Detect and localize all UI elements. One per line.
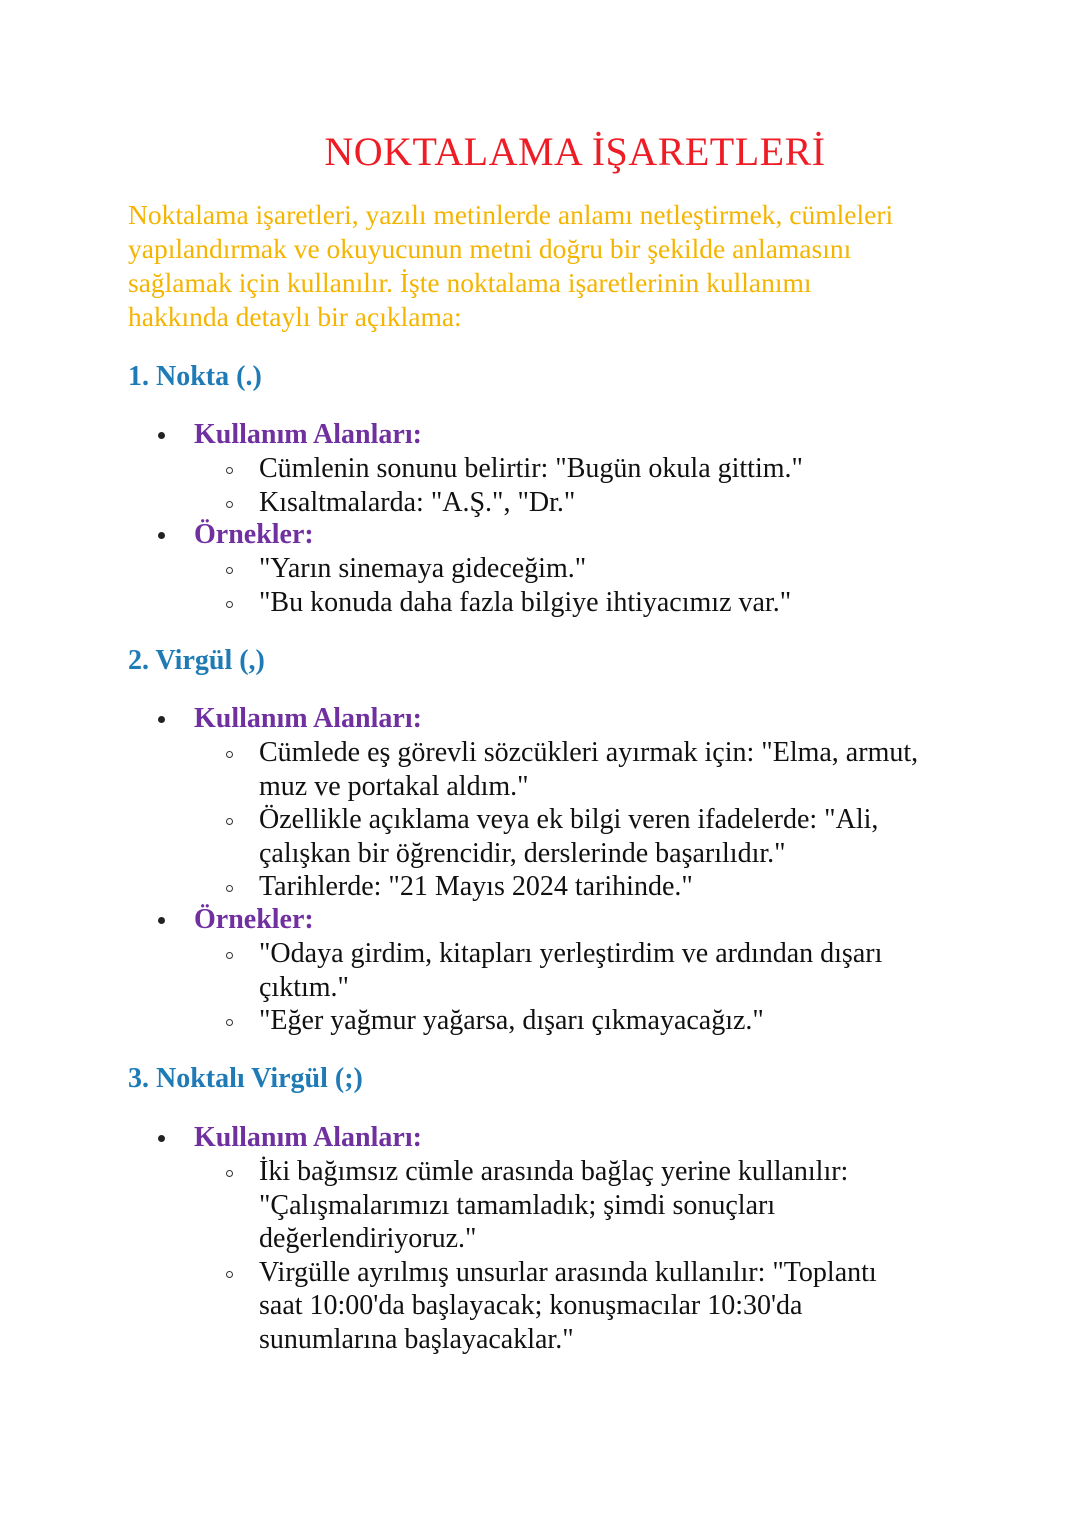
intro-line: yapılandırmak ve okuyucunun metni doğru bir şekilde anlamasını [128, 233, 852, 264]
bullet-icon [158, 716, 165, 723]
item-text: Kısaltmalarda: "A.Ş.", "Dr." [259, 486, 576, 518]
list-item [150, 736, 970, 803]
usage-group [150, 702, 970, 904]
circle-bullet-icon [226, 751, 233, 758]
circle-bullet-icon [226, 1271, 233, 1278]
list-item [150, 1155, 970, 1256]
item-text: Özellikle açıklama veya ek bilgi veren ifadelerde: "Ali, [259, 804, 879, 835]
group-label-text: Örnekler: [194, 904, 314, 935]
item-text: Cümlede eş görevli sözcükleri ayırmak için: "Elma, armut, [259, 737, 919, 768]
item-text: "Çalışmalarımızı tamamladık; şimdi sonuçları [259, 1189, 776, 1221]
bullet-icon [158, 1135, 165, 1142]
group-label-kullanim [150, 1121, 970, 1155]
item-text: saat 10:00'da başlayacak; konuşmacılar 10:30'da [259, 1290, 803, 1321]
group-label-text: Kullanım Alanları: [194, 703, 422, 734]
list-item [150, 803, 970, 870]
page-title: NOKTALAMA İŞARETLERİ [324, 129, 826, 174]
item-text: "Bu konuda daha fazla bilgiye ihtiyacımız var." [259, 586, 792, 618]
examples-group [150, 518, 970, 619]
list-item [150, 452, 970, 486]
usage-group [150, 418, 970, 519]
item-text: çıktım." [259, 971, 349, 1003]
bullet-icon [158, 432, 165, 439]
circle-bullet-icon [226, 952, 233, 959]
intro-line: Noktalama işaretleri, yazılı metinlerde anlamı netleştirmek, cümleleri [128, 199, 894, 230]
intro-line: hakkında detaylı bir açıklama: [128, 301, 462, 332]
section-heading-nokta: 1. Nokta (.) [128, 361, 262, 392]
item-text: Tarihlerde: "21 Mayıs 2024 tarihinde." [259, 871, 693, 902]
circle-bullet-icon [226, 601, 233, 608]
item-text: Virgülle ayrılmış unsurlar arasında kullanılır: "Toplantı [259, 1256, 877, 1288]
item-text: "Odaya girdim, kitapları yerleştirdim ve ardından dışarı [259, 938, 883, 969]
list-item [150, 1004, 970, 1038]
examples-group [150, 903, 970, 1038]
group-label-ornekler [150, 518, 970, 552]
group-label-kullanim [150, 702, 970, 736]
usage-group [150, 1121, 970, 1356]
list-item [150, 552, 970, 586]
list-item [150, 586, 970, 620]
item-text: "Yarın sinemaya gideceğim." [259, 553, 587, 584]
item-text: muz ve portakal aldım." [259, 770, 529, 802]
list-item [150, 1256, 970, 1357]
circle-bullet-icon [226, 1019, 233, 1026]
list-item [150, 486, 970, 520]
section-heading-noktali-virgul: 3. Noktalı Virgül (;) [128, 1063, 363, 1094]
item-text: "Eğer yağmur yağarsa, dışarı çıkmayacağız." [259, 1005, 764, 1036]
item-text: sunumlarına başlayacaklar." [259, 1323, 574, 1355]
group-label-text: Kullanım Alanları: [194, 419, 422, 450]
item-text: Cümlenin sonunu belirtir: "Bugün okula gittim." [259, 453, 803, 484]
circle-bullet-icon [226, 501, 233, 508]
list-item [150, 870, 970, 904]
circle-bullet-icon [226, 1170, 233, 1177]
group-label-ornekler [150, 903, 970, 937]
bullet-icon [158, 917, 165, 924]
intro-paragraph [128, 198, 958, 334]
circle-bullet-icon [226, 567, 233, 574]
intro-line: sağlamak için kullanılır. İşte noktalama işaretlerinin kullanımı [128, 267, 812, 298]
group-label-text: Kullanım Alanları: [194, 1122, 422, 1153]
item-text: İki bağımsız cümle arasında bağlaç yerine kullanılır: [259, 1156, 849, 1187]
group-label-text: Örnekler: [194, 519, 314, 550]
circle-bullet-icon [226, 885, 233, 892]
list-item [150, 937, 970, 1004]
item-text: çalışkan bir öğrencidir, derslerinde başarılıdır." [259, 837, 786, 869]
group-label-kullanim [150, 418, 970, 452]
item-text: değerlendiriyoruz." [259, 1223, 477, 1254]
bullet-icon [158, 532, 165, 539]
circle-bullet-icon [226, 467, 233, 474]
circle-bullet-icon [226, 818, 233, 825]
section-heading-virgul: 2. Virgül (,) [128, 645, 265, 676]
